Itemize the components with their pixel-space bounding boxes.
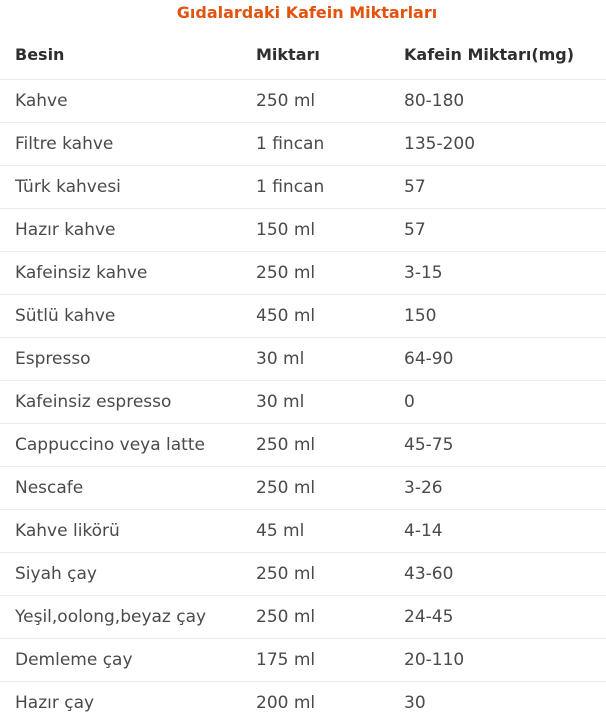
- table-row: [0, 381, 606, 424]
- table-row: [0, 553, 606, 596]
- table-row: [0, 467, 606, 510]
- amount-cell: 200 ml: [256, 693, 316, 713]
- caffeine-cell: 64-90: [389, 338, 606, 381]
- food-cell: Filtre kahve: [0, 123, 241, 166]
- food-cell: Kahve likörü: [0, 510, 241, 553]
- amount-cell: 30 ml: [241, 381, 389, 424]
- caffeine-cell: 80-180: [389, 80, 606, 123]
- amount-cell: 250 ml: [241, 252, 389, 295]
- column-header-food: Besin: [0, 30, 241, 80]
- amount-cell: 250 ml: [241, 553, 389, 596]
- caffeine-cell: 3-15: [389, 252, 606, 295]
- food-cell: Nescafe: [0, 467, 241, 510]
- table-row: [0, 123, 606, 166]
- column-header-amount: Miktarı: [241, 30, 389, 80]
- table-row: [0, 338, 606, 381]
- amount-cell: 250 ml: [241, 467, 389, 510]
- food-cell: Kafeinsiz espresso: [0, 381, 241, 424]
- caffeine-cell: 135-200: [389, 123, 606, 166]
- amount-cell: 1 fincan: [241, 123, 389, 166]
- table-row: [0, 209, 606, 252]
- caffeine-cell: 0: [389, 381, 606, 424]
- amount-cell: 1 fincan: [241, 166, 389, 209]
- food-cell: Espresso: [0, 338, 241, 381]
- table-row: [0, 596, 606, 639]
- amount-cell: 150 ml: [241, 209, 389, 252]
- food-cell: Sütlü kahve: [0, 295, 241, 338]
- table-title: Gıdalardaki Kafein Miktarları: [176, 3, 438, 22]
- table-row: [0, 639, 606, 682]
- caffeine-cell: 20-110: [389, 639, 606, 682]
- table-header-row: [0, 30, 606, 80]
- caffeine-table: [0, 30, 606, 724]
- caffeine-cell: 150: [389, 295, 606, 338]
- amount-cell: 250 ml: [241, 596, 389, 639]
- caffeine-cell: 43-60: [389, 553, 606, 596]
- food-cell: Siyah çay: [0, 553, 241, 596]
- amount-cell: 45 ml: [241, 510, 389, 553]
- food-cell: Hazır kahve: [0, 209, 241, 252]
- caffeine-cell: 3-26: [389, 467, 606, 510]
- amount-cell: 250 ml: [241, 80, 389, 123]
- caffeine-cell: 57: [389, 209, 606, 252]
- table-row: [0, 510, 606, 553]
- food-cell: Demleme çay: [0, 639, 241, 682]
- amount-cell: 250 ml: [241, 424, 389, 467]
- amount-cell: 175 ml: [241, 639, 389, 682]
- table-body: [0, 80, 606, 724]
- food-cell: Kafeinsiz kahve: [0, 252, 241, 295]
- food-cell: Cappuccino veya latte: [0, 424, 241, 467]
- amount-cell: 30 ml: [241, 338, 389, 381]
- food-cell: Hazır çay: [15, 693, 95, 713]
- table-row: [0, 424, 606, 467]
- table-row: [0, 166, 606, 209]
- table-row: [0, 80, 606, 123]
- caffeine-cell: 24-45: [389, 596, 606, 639]
- table-row: [0, 682, 606, 724]
- caffeine-cell: 57: [389, 166, 606, 209]
- caffeine-cell: 30: [404, 693, 426, 713]
- column-header-caffeine: Kafein Miktarı(mg): [389, 30, 606, 80]
- caffeine-cell: 4-14: [389, 510, 606, 553]
- table-row: [0, 252, 606, 295]
- caffeine-cell: 45-75: [389, 424, 606, 467]
- table-row: [0, 295, 606, 338]
- amount-cell: 450 ml: [241, 295, 389, 338]
- food-cell: Yeşil,oolong,beyaz çay: [0, 596, 241, 639]
- food-cell: Kahve: [0, 80, 241, 123]
- food-cell: Türk kahvesi: [0, 166, 241, 209]
